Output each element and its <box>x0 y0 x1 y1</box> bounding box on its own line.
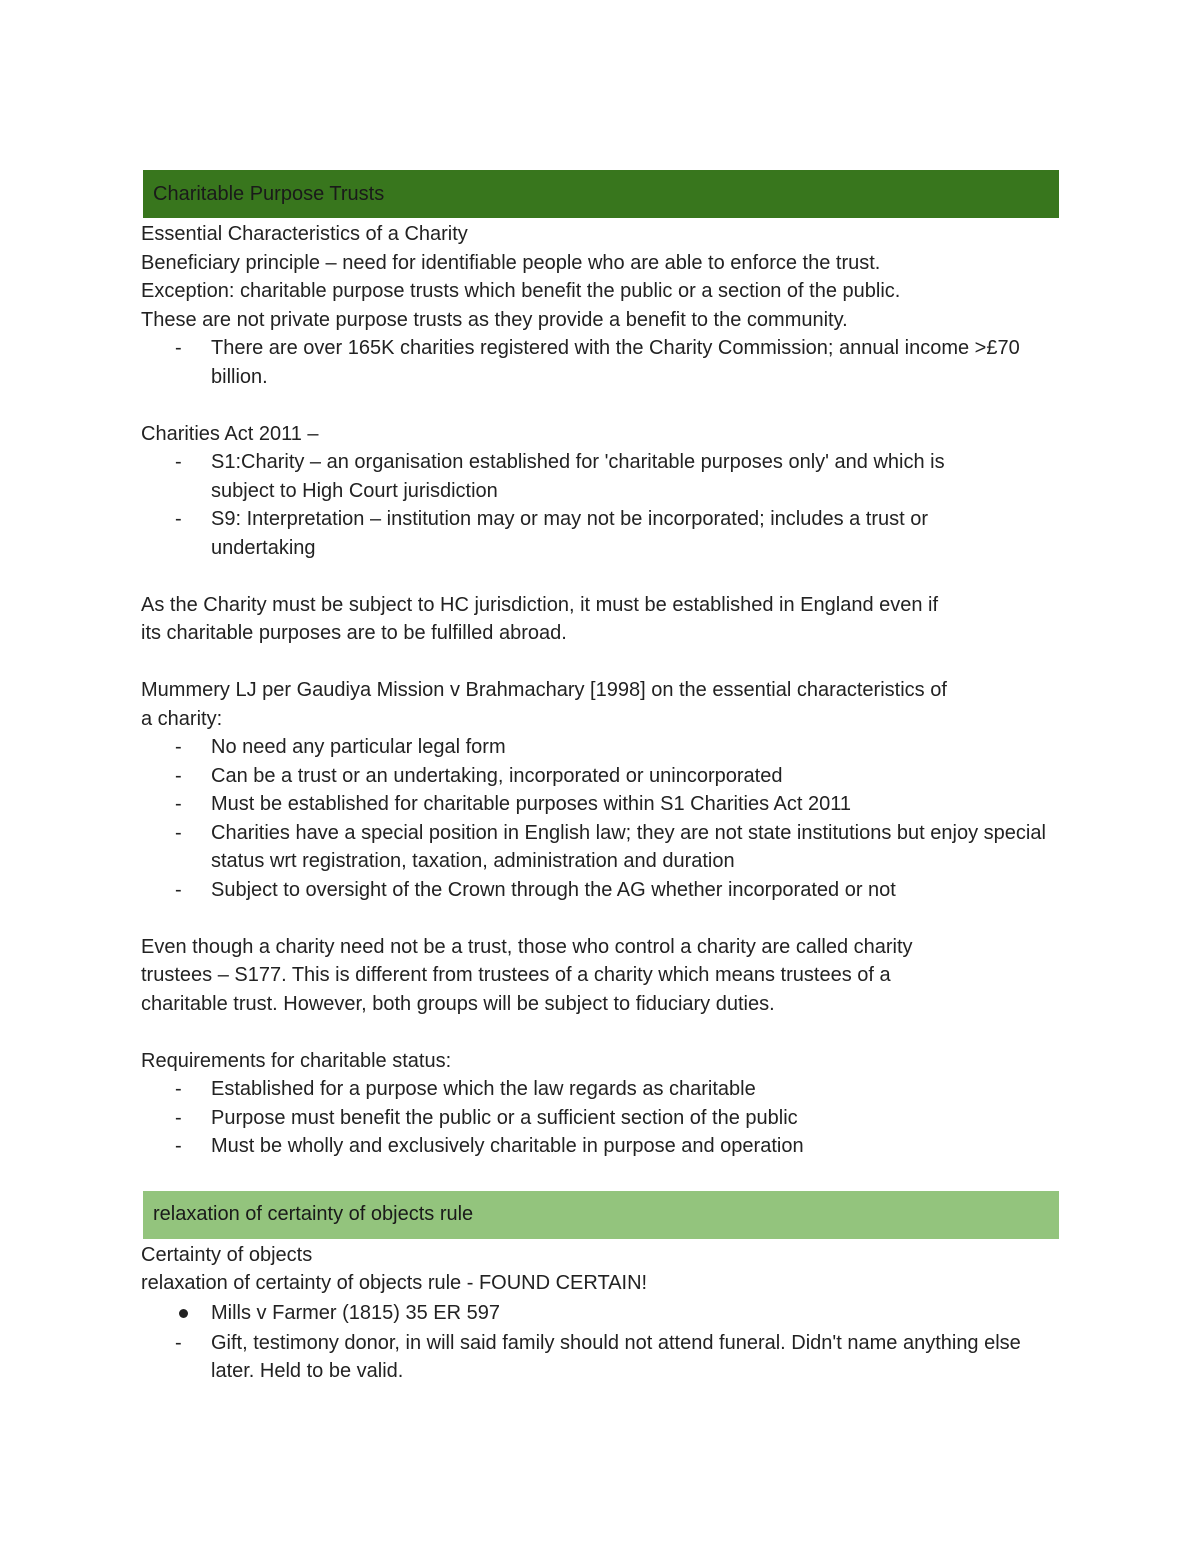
list-item-text: S9: Interpretation – institution may or may not be incorporated; includes a trust or undertaking <box>211 508 929 559</box>
list-item <box>141 1298 1059 1329</box>
dash-marker: - <box>175 337 182 359</box>
paragraph-charity-trustees-1: Even though a charity need not be a trust, those who control a charity are called charity <box>141 935 913 958</box>
list-item-text: Charities have a special position in English law; they are not state institutions but enjoy special status wrt registration, taxation, administration and duration <box>211 821 1046 872</box>
dash-marker: - <box>175 878 182 901</box>
banner-title: relaxation of certainty of objects rule <box>153 1203 474 1225</box>
paragraph-charity-trustees-2: trustees – S177. This is different from trustees of a charity which means trustees of a <box>141 964 891 986</box>
list-charities-act <box>141 448 1059 562</box>
section-banner-certainty-of-objects <box>143 1191 1059 1239</box>
list-item-text: Can be a trust or an undertaking, incorporated or unincorporated <box>211 764 783 787</box>
list-item <box>141 1104 1059 1133</box>
dash-marker: - <box>175 793 182 815</box>
paragraph-beneficiary-principle: Beneficiary principle – need for identifiable people who are able to enforce the trust. <box>141 251 881 274</box>
list-item-text: Must be wholly and exclusively charitable in purpose and operation <box>211 1135 804 1157</box>
section-banner-charitable-purpose-trusts <box>143 170 1059 218</box>
dash-marker: - <box>175 736 182 758</box>
list-item <box>141 876 1059 905</box>
dash-marker: - <box>175 821 182 844</box>
paragraph-hc-jurisdiction-2: its charitable purposes are to be fulfilled abroad. <box>141 622 567 644</box>
dash-marker: - <box>175 1331 182 1354</box>
dash-marker: - <box>175 508 182 530</box>
list-item <box>141 762 1059 791</box>
list-item-text: S1:Charity – an organisation established for 'charitable purposes only' and which is subject to High Court jurisdiction <box>211 451 945 502</box>
paragraph-mummery-1: Mummery LJ per Gaudiya Mission v Brahmachary [1998] on the essential characteristics of <box>141 679 947 701</box>
bullet-icon <box>179 1309 188 1318</box>
list-item <box>141 733 1059 762</box>
list-item <box>141 790 1059 819</box>
list-requirements <box>141 1075 1059 1161</box>
list-charity-stats <box>141 334 1059 391</box>
paragraph-charity-trustees-3: charitable trust. However, both groups will be subject to fiduciary duties. <box>141 992 775 1015</box>
list-item <box>141 1132 1059 1161</box>
paragraph-hc-jurisdiction-1: As the Charity must be subject to HC jurisdiction, it must be established in England even if <box>141 593 939 616</box>
dash-marker: - <box>175 764 182 787</box>
list-item-text: Mills v Farmer (1815) 35 ER 597 <box>211 1301 500 1324</box>
list-item-text: Gift, testimony donor, in will said family should not attend funeral. Didn't name anything else later. Held to be valid. <box>211 1331 1021 1382</box>
document-page <box>141 170 1059 1386</box>
list-item <box>141 505 991 562</box>
dash-marker: - <box>175 1078 182 1100</box>
list-item <box>141 1075 1059 1104</box>
heading-certainty-of-objects: Certainty of objects <box>141 1243 313 1266</box>
list-item <box>141 1329 1046 1386</box>
list-item-text: Established for a purpose which the law regards as charitable <box>211 1078 756 1100</box>
dash-marker: - <box>175 1135 182 1157</box>
heading-essential-characteristics: Essential Characteristics of a Charity <box>141 223 468 245</box>
heading-charities-act: Charities Act 2011 – <box>141 422 319 445</box>
list-item <box>141 448 1006 505</box>
list-item <box>141 334 1031 391</box>
list-item-text: Purpose must benefit the public or a sufficient section of the public <box>211 1106 798 1129</box>
list-item-text: Subject to oversight of the Crown through the AG whether incorporated or not <box>211 878 896 901</box>
list-item <box>141 819 1046 876</box>
list-cases <box>141 1298 1059 1386</box>
dash-marker: - <box>175 451 182 473</box>
paragraph-found-certain: relaxation of certainty of objects rule - FOUND CERTAIN! <box>141 1272 648 1294</box>
paragraph-exception: Exception: charitable purpose trusts which benefit the public or a section of the public. <box>141 280 901 302</box>
list-item-text: No need any particular legal form <box>211 736 506 758</box>
paragraph-mummery-2: a charity: <box>141 707 223 730</box>
dash-marker: - <box>175 1106 182 1129</box>
paragraph-not-private: These are not private purpose trusts as they provide a benefit to the community. <box>141 308 848 331</box>
list-item-text: There are over 165K charities registered with the Charity Commission; annual income >£70 billion. <box>211 337 1020 388</box>
list-essential-characteristics <box>141 733 1059 904</box>
list-item-text: Must be established for charitable purposes within S1 Charities Act 2011 <box>211 793 851 815</box>
banner-title: Charitable Purpose Trusts <box>153 182 385 205</box>
heading-requirements: Requirements for charitable status: <box>141 1049 452 1072</box>
